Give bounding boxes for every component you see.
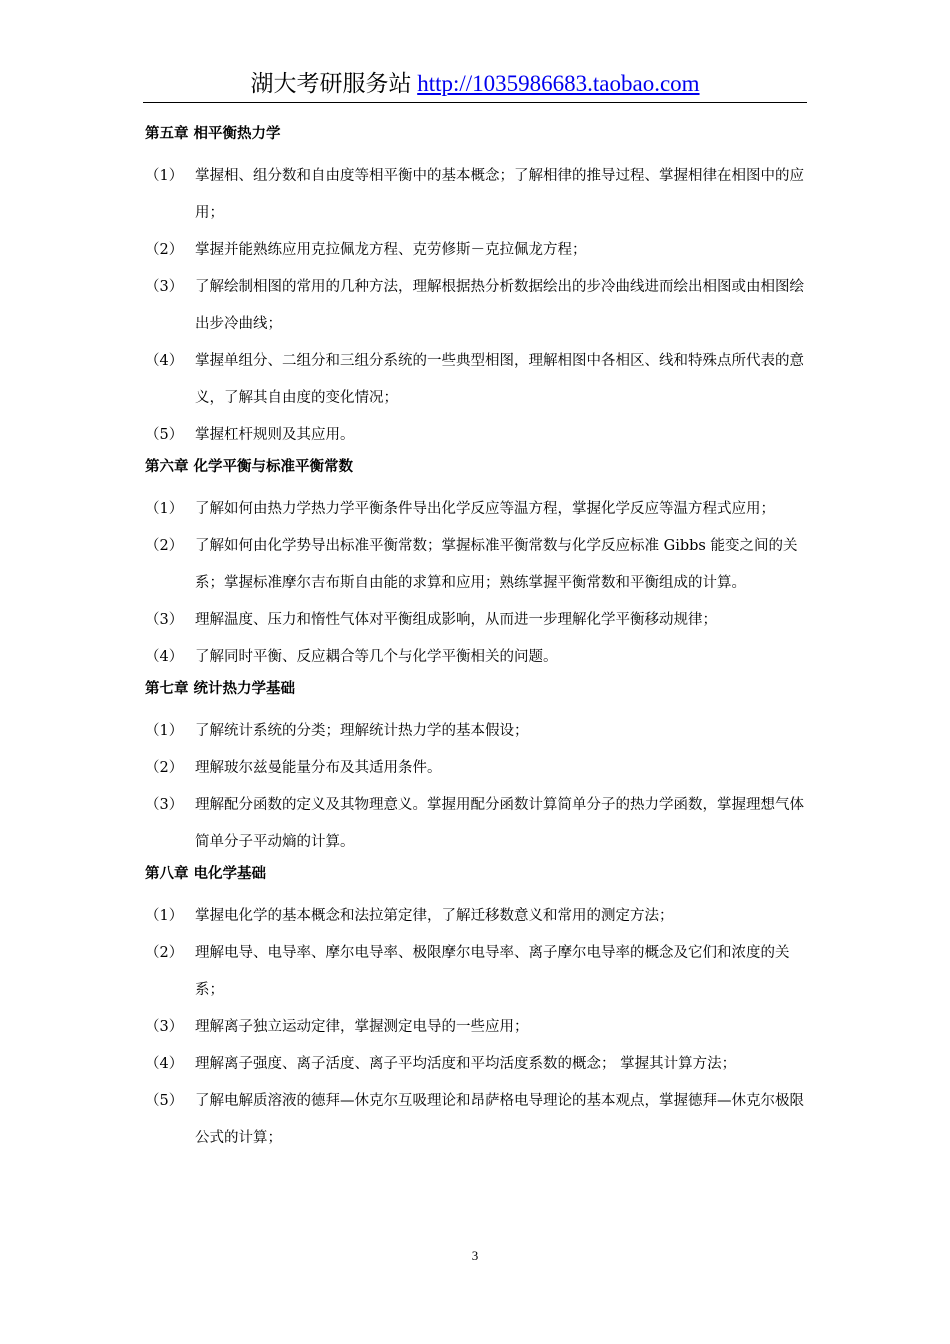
list-item-text: 了解如何由热力学热力学平衡条件导出化学反应等温方程，掌握化学反应等温方程式应用； (195, 501, 775, 517)
list-item-text: 了解统计系统的分类；理解统计热力学的基本假设； (195, 723, 529, 739)
list-item-number: （1） (145, 908, 184, 924)
list-item (145, 750, 809, 787)
header-site-name: 湖大考研服务站 (250, 71, 412, 96)
list-item-number: （3） (145, 797, 184, 813)
list-item (145, 1009, 809, 1046)
list-item (145, 528, 809, 602)
list-item (145, 602, 809, 639)
header-url-link[interactable]: http://1035986683.taobao.com (417, 71, 700, 96)
list-item (145, 343, 809, 417)
list-item-number: （2） (145, 760, 184, 776)
list-item-number: （5） (145, 427, 184, 443)
chapter-title: 第七章 统计热力学基础 (145, 680, 296, 697)
list-item-number: （2） (145, 242, 184, 258)
list-item-number: （2） (145, 945, 184, 961)
list-item-text: 了解绘制相图的常用的几种方法，理解根据热分析数据绘出的步冷曲线进而绘出相图或由相图绘出步冷曲线； (195, 279, 804, 332)
list-item-text: 掌握相、组分数和自由度等相平衡中的基本概念；了解相律的推导过程、掌握相律在相图中的应用； (195, 168, 804, 221)
list-item (145, 898, 809, 935)
list-item-number: （4） (145, 1056, 184, 1072)
chapter-section (145, 676, 809, 861)
list-item (145, 417, 809, 454)
list-item-text: 理解配分函数的定义及其物理意义。掌握用配分函数计算简单分子的热力学函数，掌握理想气体简单分子平动熵的计算。 (195, 797, 804, 850)
list-item-text: 了解如何由化学势导出标准平衡常数；掌握标准平衡常数与化学反应标准 Gibbs 能变之间的关系；掌握标准摩尔吉布斯自由能的求算和应用；熟练掌握平衡常数和平衡组成的计算。 (195, 538, 798, 591)
list-item-number: （1） (145, 168, 184, 184)
chapter-section (145, 454, 809, 676)
page-number: 3 (471, 1248, 479, 1263)
list-item-text: 掌握杠杆规则及其应用。 (195, 427, 355, 443)
list-item-text: 了解同时平衡、反应耦合等几个与化学平衡相关的问题。 (195, 649, 558, 665)
list-item-number: （3） (145, 1019, 184, 1035)
list-item-number: （2） (145, 538, 184, 554)
list-item-text: 了解电解质溶液的德拜—休克尔互吸理论和昂萨格电导理论的基本观点，掌握德拜—休克尔极限公式的计算； (195, 1093, 804, 1146)
list-item (145, 787, 809, 861)
chapter-title: 第八章 电化学基础 (145, 865, 267, 882)
list-item-text: 掌握并能熟练应用克拉佩龙方程、克劳修斯－克拉佩龙方程； (195, 242, 587, 258)
list-item (145, 935, 809, 1009)
chapter-title: 第六章 化学平衡与标准平衡常数 (145, 458, 354, 475)
list-item (145, 158, 809, 232)
chapter-title: 第五章 相平衡热力学 (145, 125, 281, 142)
list-item-number: （3） (145, 279, 184, 295)
list-item (145, 491, 809, 528)
list-item-text: 掌握单组分、二组分和三组分系统的一些典型相图，理解相图中各相区、线和特殊点所代表的意义，了解其自由度的变化情况； (195, 353, 804, 406)
list-item-text: 理解离子独立运动定律，掌握测定电导的一些应用； (195, 1019, 529, 1035)
list-item-number: （1） (145, 723, 184, 739)
list-item-text: 掌握电化学的基本概念和法拉第定律，了解迁移数意义和常用的测定方法； (195, 908, 674, 924)
list-item-number: （4） (145, 353, 184, 369)
list-item-number: （1） (145, 501, 184, 517)
list-item (145, 232, 809, 269)
list-item-text: 理解离子强度、离子活度、离子平均活度和平均活度系数的概念； 掌握其计算方法； (195, 1056, 737, 1072)
list-item-text: 理解电导、电导率、摩尔电导率、极限摩尔电导率、离子摩尔电导率的概念及它们和浓度的关系； (195, 945, 790, 998)
list-item (145, 1046, 809, 1083)
chapter-section (145, 121, 809, 454)
list-item (145, 639, 809, 676)
list-item-number: （5） (145, 1093, 184, 1109)
page-header (143, 66, 807, 103)
list-item (145, 269, 809, 343)
list-item-number: （4） (145, 649, 184, 665)
list-item-text: 理解温度、压力和惰性气体对平衡组成影响，从而进一步理解化学平衡移动规律； (195, 612, 717, 628)
document-body (145, 121, 809, 1157)
chapter-section (145, 861, 809, 1157)
list-item-number: （3） (145, 612, 184, 628)
list-item (145, 713, 809, 750)
list-item (145, 1083, 809, 1157)
list-item-text: 理解玻尔兹曼能量分布及其适用条件。 (195, 760, 442, 776)
